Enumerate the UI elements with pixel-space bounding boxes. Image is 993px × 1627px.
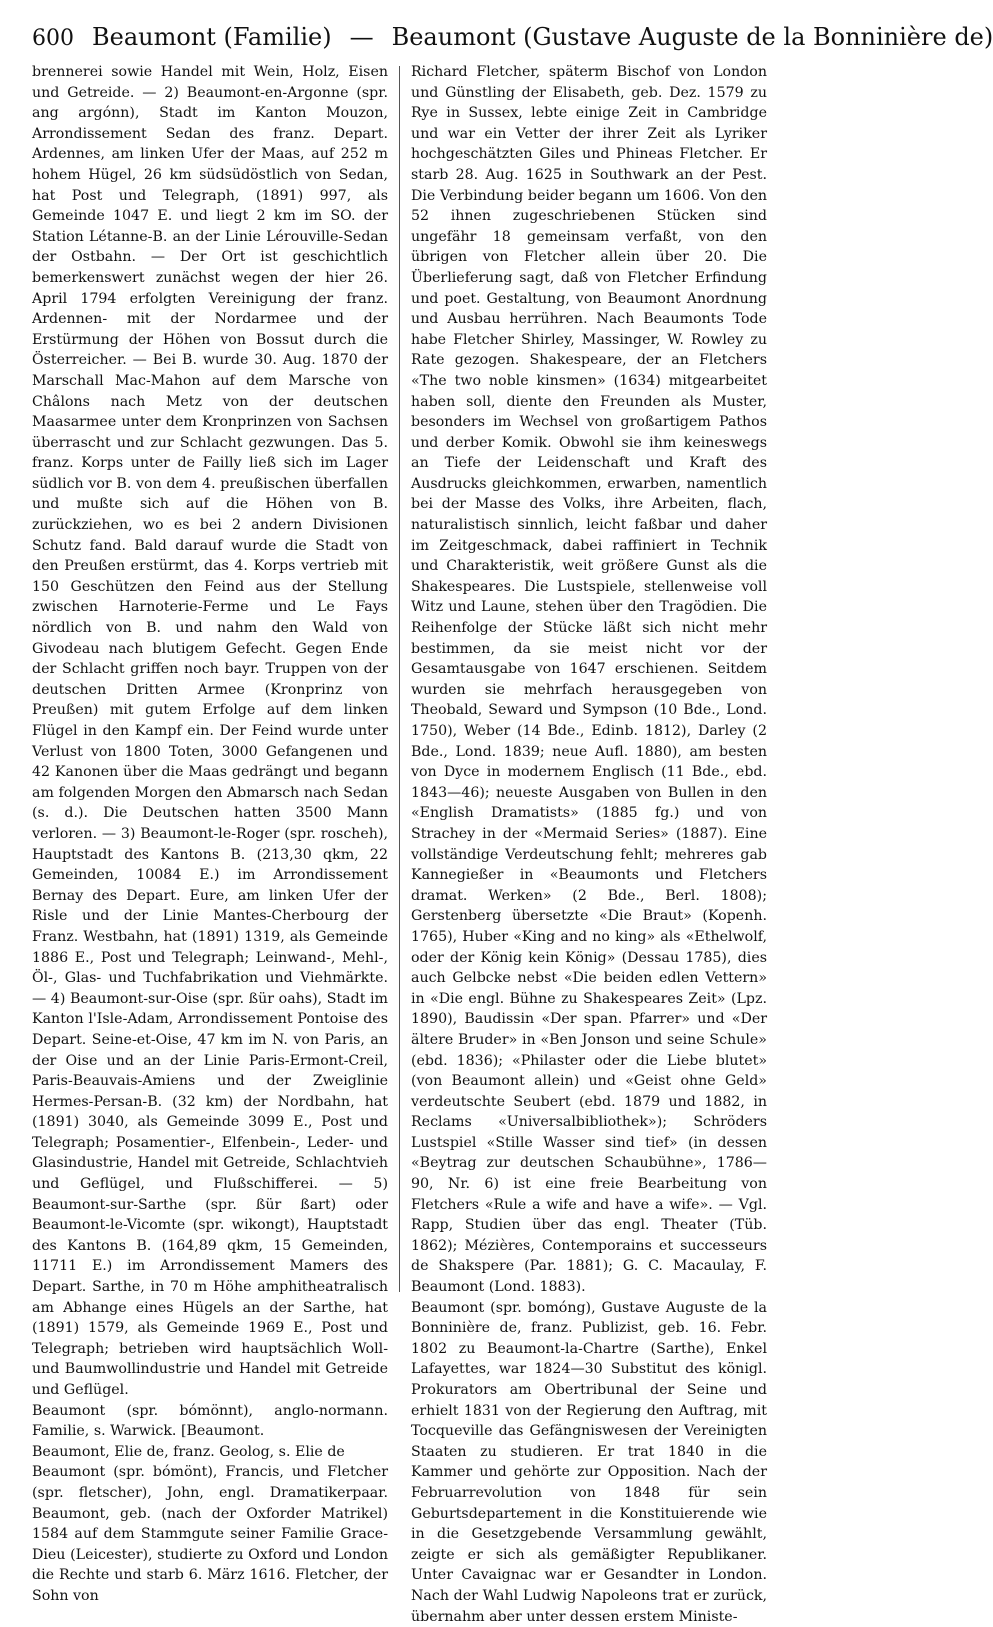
running-title-right: Beaumont (Gustave Auguste de la Bonninière de) bbox=[391, 23, 993, 51]
entry-beaumont-gustave: Beaumont (spr. bomóng), Gustave Auguste de la Bonninière de, franz. Publizist, geb. 16. Febr. 1802 zu Beaumont-la-Chartre (Sarthe), Enkel Lafayettes, war 1824—30 Substitut des königl. Prokurators am Obertribunal der Seine und erhielt 1831 von der Regierung den Auftrag, mit Tocqueville das Gefängniswesen der Vereinigten Staaten zu studieren. Er trat 1840 in die Kammer und gehörte zur Opposition. Nach der Februarrevolution von 1848 für sein Geburtsdepartement in die Konstituierende wie in die Gesetzgebende Versammlung gewählt, zeigte er sich als gemäßigter Republikaner. Unter Cavaignac war er Gesandter in London. Nach der Wahl Ludwig Napoleons trat er zurück, übernahm aber unter dessen erstem Ministe- bbox=[411, 1299, 767, 1625]
entry-fletcher-continued: Richard Fletcher, späterm Bischof von London und Günstling der Elisabeth, geb. Dez. 1579 zu Rye in Sussex, lebte einige Zeit in Cambridge und war ein Vetter der ihrer Zeit als Lyriker hochgeschätzten Giles und Phineas Fletcher. Er starb 28. Aug. 1625 in Southwark an der Pest. Die Verbindung beider begann um 1606. Von den 52 ihnen zugeschriebenen Stücken sind ungefähr 18 gemeinsam verfaßt, von den übrigen von Fletcher allein über 20. Die Überlieferung sagt, daß von Fletcher Erfindung und poet. Gestaltung, von Beaumont Anordnung und Ausbau herrühren. Nach Beaumonts Tode habe Fletcher Shirley, Massinger, W. Rowley zu Rate gezogen. Shakespeare, der an Fletchers «The two noble kinsmen» (1634) mitgearbeitet haben soll, diente den Freunden als Muster, besonders im Wechsel von großartigem Pathos und derber Komik. Obwohl sie ihm keineswegs an Tiefe der Leidenschaft und Kraft des Ausdrucks gleichkommen, erwarben, namentlich bei der Masse des Volks, ihre Arbeiten, flach, naturalistisch sinnlich, leicht faßbar und daher im Zeitgeschmack, dabei raffiniert in Technik und Charakteristik, weit größere Gunst als die Shakespeares. Die Lustspiele, stellenweise voll Witz und Laune, stehen über den Tragödien. Die Reihenfolge der Stücke läßt sich nicht mehr bestimmen, da sie meist nicht vor der Gesamtausgabe von 1647 erschienen. Seitdem wurden sie mehrfach herausgegeben von Theobald, Seward und Sympson (10 Bde., Lond. 1750), Weber (14 Bde., Edinb. 1812), Darley (2 Bde., Lond. 1839; neue Aufl. 1880), am besten von Dyce in modernem Englisch (11 Bde., ebd. 1843—46); neueste Ausgaben von Bullen in den «English Dramatists» (1885 fg.) und von Strachey in der «Mermaid Series» (1887). Eine vollständige Verdeutschung fehlt; mehreres gab Kannegießer in «Beaumonts und Fletchers dramat. Werken» (2 Bde., Berl. 1808); Gerstenberg übersetzte «Die Braut» (Kopenh. 1765), Huber «King and no king» als «Ethelwolf, oder der König kein König» (Dessau 1785), dies auch Gelbcke nebst «Die beiden edlen Vettern» in «Die engl. Bühne zu Shakespeares Zeit» (Lpz. 1890), Baudissin «Der span. Pfarrer» und «Der ältere Bruder» in «Ben Jonson und seine Schule» (ebd. 1836); «Philaster oder die Liebe blutet» (von Beaumont allein) und «Geist ohne Geld» verdeutschte Seubert (ebd. 1879 und 1882, in Reclams «Universalbibliothek»); Schröders Lustspiel «Stille Wasser sind tief» (in dessen «Beytrag zur deutschen Schaubühne», 1786—90, Nr. 6) ist eine freie Bearbeitung von Fletchers «Rule a wife and have a wife». — Vgl. Rapp, Studien über das engl. Theater (Tüb. 1862); Mézières, Contemporains et successeurs de Shakspere (Par. 1881); G. C. Macaulay, F. Beaumont (Lond. 1883). bbox=[411, 64, 767, 1296]
entry-beaumont-fletcher: Beaumont (spr. bómönt), Francis, und Fletcher (spr. fletscher), John, engl. Dramatikerpaar. Beaumont, geb. (nach der Oxforder Matrikel) 1584 auf dem Stammgute seiner Familie Grace-Dieu (Leicester), studierte zu Oxford und London die Rechte und starb 6. März 1616. Fletcher, der Sohn von bbox=[32, 1464, 388, 1604]
page-header bbox=[32, 22, 993, 54]
entry-beaumont-familie: Beaumont (spr. bómönnt), anglo-normann. Familie, s. Warwick. [Beaumont. bbox=[32, 1402, 388, 1440]
column-divider bbox=[399, 66, 400, 1292]
page-number: 600 bbox=[32, 26, 74, 51]
left-column bbox=[32, 62, 395, 1604]
right-column bbox=[404, 62, 767, 1625]
running-title-left: Beaumont (Familie) bbox=[92, 23, 332, 51]
entry-beaumont-elie: Beaumont, Elie de, franz. Geolog, s. Elie de bbox=[32, 1443, 345, 1460]
text-columns bbox=[32, 62, 774, 1625]
title-dash: — bbox=[349, 23, 374, 51]
entry-beaumont-places: brennerei sowie Handel mit Wein, Holz, Eisen und Getreide. — 2) Beaumont-en-Argonne (spr. ang argónn), Stadt im Kanton Mouzon, Arrondissement Sedan des franz. Depart. Ardennes, am linken Ufer der Maas, auf 252 m hohem Hügel, 26 km südsüdöstlich von Sedan, hat Post und Telegraph, (1891) 997, als Gemeinde 1047 E. und liegt 2 km im SO. der Station Létanne-B. an der Linie Lérouville-Sedan der Ostbahn. — Der Ort ist geschichtlich bemerkenswert zunächst wegen der hier 26. April 1794 erfolgten Vereinigung der franz. Ardennen- mit der Nordarmee und der Erstürmung der Höhen von Bossut durch die Österreicher. — Bei B. wurde 30. Aug. 1870 der Marschall Mac-Mahon auf dem Marsche von Châlons nach Metz von der deutschen Maasarmee unter dem Kronprinzen von Sachsen überrascht und zur Schlacht gezwungen. Das 5. franz. Korps unter de Failly ließ sich im Lager südlich vor B. von dem 4. preußischen überfallen und mußte sich auf die Höhen von B. zurückziehen, wo es bei 2 andern Divisionen Schutz fand. Bald darauf wurde die Stadt von den Preußen erstürmt, das 4. Korps vertrieb mit 150 Geschützen den Feind aus der Stellung zwischen Harnoterie-Ferme und Le Fays nördlich von B. und nahm den Wald von Givodeau nach blutigem Gefecht. Gegen Ende der Schlacht griffen noch bayr. Truppen von der deutschen Dritten Armee (Kronprinz von Preußen) mit gutem Erfolge auf dem linken Flügel in den Kampf ein. Der Feind wurde unter Verlust von 1800 Toten, 3000 Gefangenen und 42 Kanonen über die Maas gedrängt und begann am folgenden Morgen den Abmarsch nach Sedan (s. d.). Die Deutschen hatten 3500 Mann verloren. — 3) Beaumont-le-Roger (spr. roscheh), Hauptstadt des Kantons B. (213,30 qkm, 22 Gemeinden, 10084 E.) im Arrondissement Bernay des Depart. Eure, am linken Ufer der Risle und der Linie Mantes-Cherbourg der Franz. Westbahn, hat (1891) 1319, als Gemeinde 1886 E., Post und Telegraph; Leinwand-, Mehl-, Öl-, Glas- und Tuchfabrikation und Viehmärkte. — 4) Beaumont-sur-Oise (spr. ßür oahs), Stadt im Kanton l'Isle-Adam, Arrondissement Pontoise des Depart. Seine-et-Oise, 47 km im N. von Paris, an der Oise und an der Linie Paris-Ermont-Creil, Paris-Beauvais-Amiens und der Zweiglinie Hermes-Persan-B. (32 km) der Nordbahn, hat (1891) 3040, als Gemeinde 3099 E., Post und Telegraph; Posamentier-, Elfenbein-, Leder- und Glasindustrie, Handel mit Getreide, Schlachtvieh und Geflügel, und Flußschifferei. — 5) Beaumont-sur-Sarthe (spr. ßür ßart) oder Beaumont-le-Vicomte (spr. wikongt), Hauptstadt des Kantons B. (164,89 qkm, 15 Gemeinden, 11711 E.) im Arrondissement Mamers des Depart. Sarthe, in 70 m Höhe amphitheatralisch am Abhange eines Hügels an der Sarthe, hat (1891) 1579, als Gemeinde 1969 E., Post und Telegraph; betrieben wird hauptsächlich Woll- und Baumwollindustrie und Handel mit Getreide und Geflügel. bbox=[32, 64, 388, 1398]
